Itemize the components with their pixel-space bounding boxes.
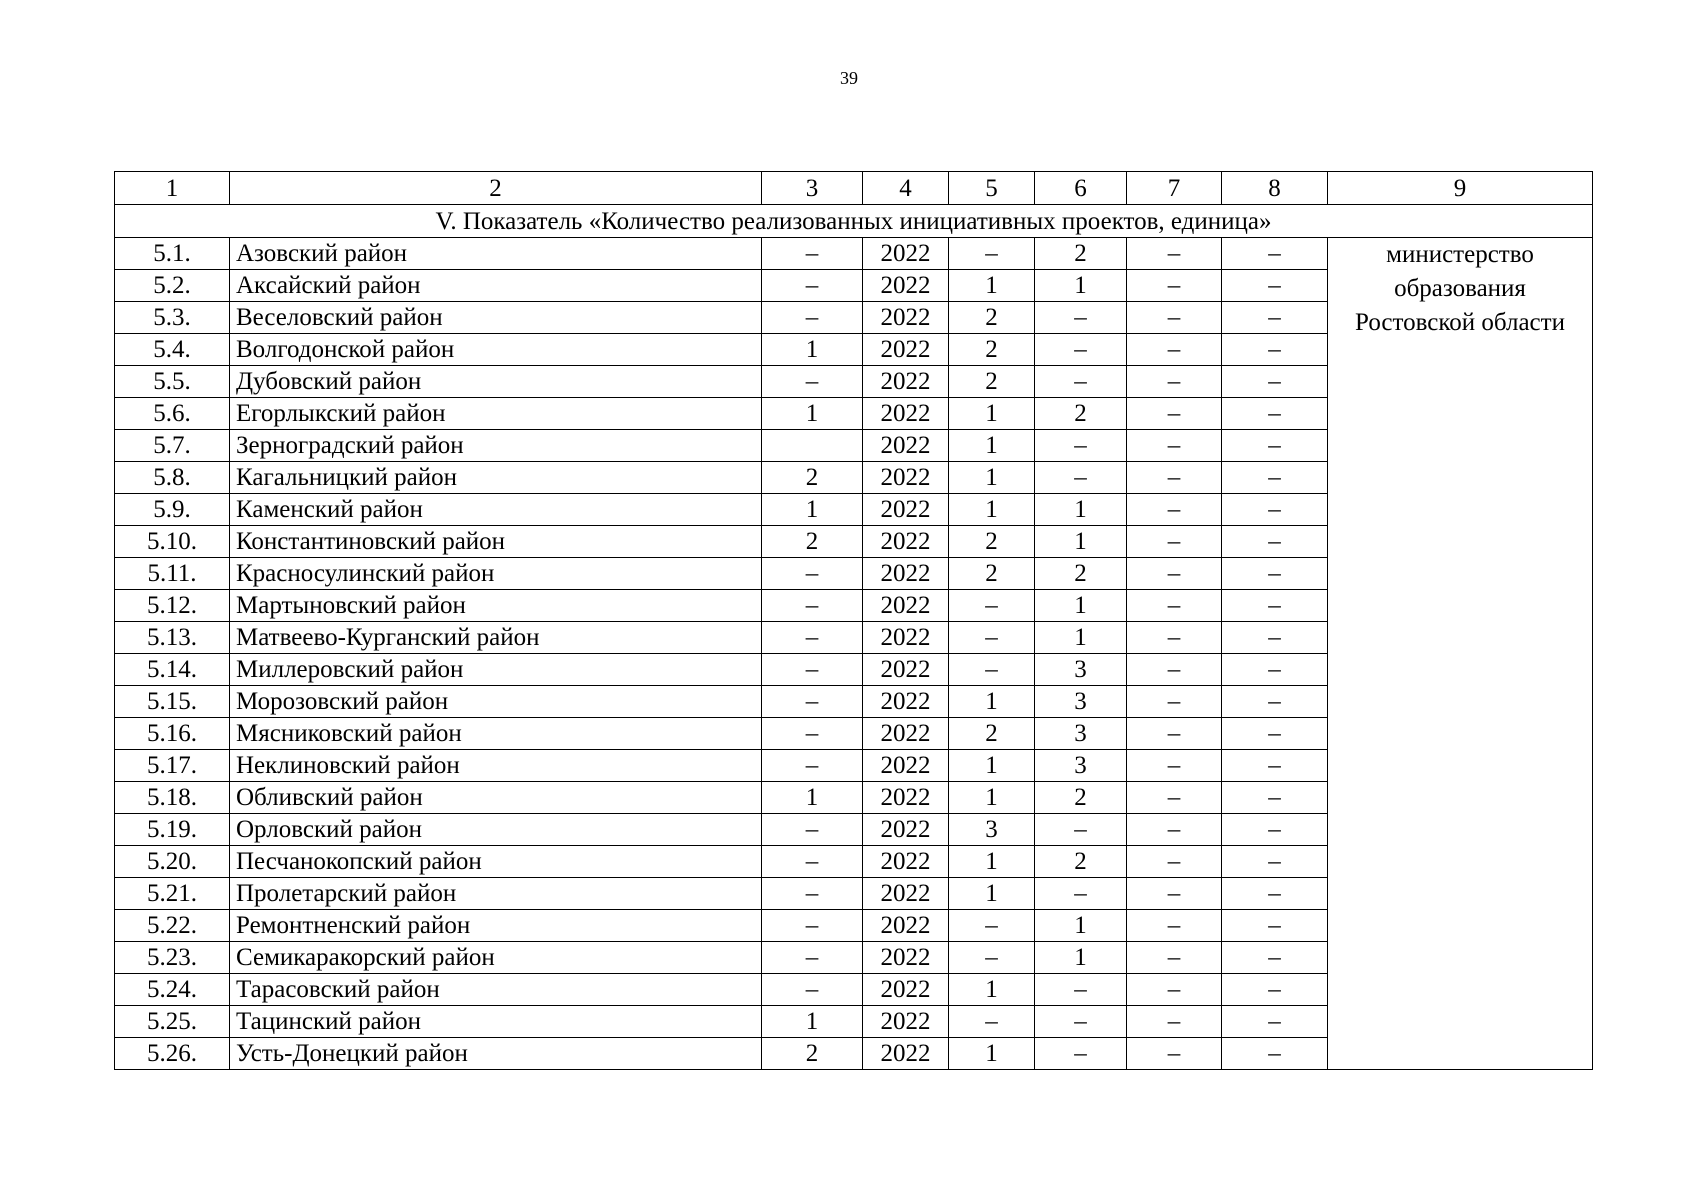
cell-col8: – [1222, 686, 1328, 718]
cell-col6: 1 [1035, 942, 1127, 974]
cell-col8: – [1222, 430, 1328, 462]
cell-col6: 3 [1035, 686, 1127, 718]
cell-col3: 1 [762, 398, 863, 430]
cell-year: 2022 [863, 846, 949, 878]
district-name: Веселовский район [230, 302, 762, 334]
cell-col5: 3 [949, 814, 1035, 846]
cell-year: 2022 [863, 622, 949, 654]
cell-col7: – [1127, 846, 1222, 878]
cell-col5: – [949, 622, 1035, 654]
cell-col8: – [1222, 462, 1328, 494]
district-name: Азовский район [230, 238, 762, 270]
row-number: 5.19. [115, 814, 230, 846]
cell-col5: 2 [949, 302, 1035, 334]
cell-col7: – [1127, 910, 1222, 942]
cell-col5: 1 [949, 494, 1035, 526]
row-number: 5.16. [115, 718, 230, 750]
cell-col3: – [762, 878, 863, 910]
district-name: Мясниковский район [230, 718, 762, 750]
district-name: Мартыновский район [230, 590, 762, 622]
cell-year: 2022 [863, 942, 949, 974]
district-name: Аксайский район [230, 270, 762, 302]
district-name: Дубовский район [230, 366, 762, 398]
cell-year: 2022 [863, 270, 949, 302]
row-number: 5.25. [115, 1006, 230, 1038]
cell-col6: – [1035, 302, 1127, 334]
cell-year: 2022 [863, 462, 949, 494]
cell-col3: 1 [762, 494, 863, 526]
row-number: 5.17. [115, 750, 230, 782]
cell-col5: 1 [949, 462, 1035, 494]
cell-col6: 2 [1035, 558, 1127, 590]
cell-col8: – [1222, 622, 1328, 654]
cell-col8: – [1222, 1006, 1328, 1038]
indicator-table [114, 171, 1593, 1070]
cell-col8: – [1222, 814, 1328, 846]
cell-col5: 2 [949, 718, 1035, 750]
cell-col3: – [762, 366, 863, 398]
cell-col6: 1 [1035, 526, 1127, 558]
cell-col6: 1 [1035, 270, 1127, 302]
cell-col5: – [949, 1006, 1035, 1038]
cell-col7: – [1127, 270, 1222, 302]
cell-col6: 2 [1035, 238, 1127, 270]
cell-col7: – [1127, 942, 1222, 974]
district-name: Усть-Донецкий район [230, 1038, 762, 1070]
cell-col6: – [1035, 430, 1127, 462]
cell-col5: 2 [949, 366, 1035, 398]
cell-col8: – [1222, 302, 1328, 334]
responsible-body-line: Ростовской области [1355, 309, 1565, 336]
cell-year: 2022 [863, 366, 949, 398]
cell-col3: 1 [762, 782, 863, 814]
cell-year: 2022 [863, 686, 949, 718]
cell-col3: – [762, 270, 863, 302]
cell-col3: – [762, 558, 863, 590]
cell-col3 [762, 430, 863, 462]
row-number: 5.10. [115, 526, 230, 558]
cell-col8: – [1222, 558, 1328, 590]
column-header: 4 [863, 172, 949, 205]
row-number: 5.26. [115, 1038, 230, 1070]
cell-year: 2022 [863, 782, 949, 814]
row-number: 5.20. [115, 846, 230, 878]
column-header: 1 [115, 172, 230, 205]
cell-col7: – [1127, 750, 1222, 782]
cell-year: 2022 [863, 302, 949, 334]
cell-year: 2022 [863, 814, 949, 846]
cell-col7: – [1127, 654, 1222, 686]
cell-col5: – [949, 590, 1035, 622]
cell-col8: – [1222, 494, 1328, 526]
cell-col6: – [1035, 974, 1127, 1006]
cell-col7: – [1127, 366, 1222, 398]
cell-year: 2022 [863, 334, 949, 366]
cell-col7: – [1127, 590, 1222, 622]
cell-col6: – [1035, 1006, 1127, 1038]
district-name: Тацинский район [230, 1006, 762, 1038]
cell-col7: – [1127, 334, 1222, 366]
page-number: 39 [840, 68, 858, 88]
row-number: 5.5. [115, 366, 230, 398]
cell-col5: – [949, 942, 1035, 974]
cell-col7: – [1127, 526, 1222, 558]
row-number: 5.6. [115, 398, 230, 430]
row-number: 5.14. [115, 654, 230, 686]
cell-col5: 1 [949, 974, 1035, 1006]
cell-col7: – [1127, 302, 1222, 334]
cell-col5: 1 [949, 878, 1035, 910]
row-number: 5.15. [115, 686, 230, 718]
row-number: 5.13. [115, 622, 230, 654]
district-name: Каменский район [230, 494, 762, 526]
cell-year: 2022 [863, 1038, 949, 1070]
cell-col8: – [1222, 750, 1328, 782]
cell-col3: 1 [762, 1006, 863, 1038]
cell-col8: – [1222, 718, 1328, 750]
column-number-row [115, 172, 1593, 205]
cell-col8: – [1222, 334, 1328, 366]
district-name: Орловский район [230, 814, 762, 846]
row-number: 5.23. [115, 942, 230, 974]
district-name: Морозовский район [230, 686, 762, 718]
cell-col7: – [1127, 1006, 1222, 1038]
district-name: Неклиновский район [230, 750, 762, 782]
cell-col5: 1 [949, 1038, 1035, 1070]
cell-col5: – [949, 910, 1035, 942]
cell-col8: – [1222, 942, 1328, 974]
cell-col6: – [1035, 814, 1127, 846]
row-number: 5.9. [115, 494, 230, 526]
cell-col7: – [1127, 430, 1222, 462]
row-number: 5.1. [115, 238, 230, 270]
district-name: Константиновский район [230, 526, 762, 558]
responsible-body-line: министерство [1386, 241, 1534, 268]
column-header: 8 [1222, 172, 1328, 205]
cell-col3: – [762, 750, 863, 782]
district-name: Волгодонской район [230, 334, 762, 366]
cell-col8: – [1222, 878, 1328, 910]
cell-col6: 1 [1035, 910, 1127, 942]
district-name: Семикаракорский район [230, 942, 762, 974]
row-number: 5.7. [115, 430, 230, 462]
column-header: 6 [1035, 172, 1127, 205]
cell-year: 2022 [863, 590, 949, 622]
cell-col7: – [1127, 558, 1222, 590]
column-header: 3 [762, 172, 863, 205]
cell-col6: 3 [1035, 654, 1127, 686]
cell-col7: – [1127, 462, 1222, 494]
cell-col8: – [1222, 654, 1328, 686]
cell-col3: – [762, 238, 863, 270]
cell-year: 2022 [863, 238, 949, 270]
cell-col3: – [762, 622, 863, 654]
cell-col6: – [1035, 462, 1127, 494]
row-number: 5.11. [115, 558, 230, 590]
cell-col3: 1 [762, 334, 863, 366]
section-title: V. Показатель «Количество реализованных инициативных проектов, единица» [115, 205, 1593, 238]
cell-col8: – [1222, 238, 1328, 270]
cell-col7: – [1127, 974, 1222, 1006]
cell-col3: – [762, 942, 863, 974]
district-name: Егорлыкский район [230, 398, 762, 430]
cell-col8: – [1222, 910, 1328, 942]
district-name: Пролетарский район [230, 878, 762, 910]
cell-col5: – [949, 238, 1035, 270]
row-number: 5.4. [115, 334, 230, 366]
district-name: Ремонтненский район [230, 910, 762, 942]
cell-col7: – [1127, 686, 1222, 718]
cell-col5: 1 [949, 750, 1035, 782]
column-header: 7 [1127, 172, 1222, 205]
row-number: 5.12. [115, 590, 230, 622]
cell-year: 2022 [863, 750, 949, 782]
cell-col7: – [1127, 878, 1222, 910]
column-header: 5 [949, 172, 1035, 205]
cell-col6: – [1035, 334, 1127, 366]
cell-col6: 1 [1035, 494, 1127, 526]
column-header: 9 [1328, 172, 1593, 205]
cell-col5: 1 [949, 782, 1035, 814]
responsible-body-line: образования [1394, 275, 1526, 302]
cell-year: 2022 [863, 718, 949, 750]
district-name: Матвеево-Курганский район [230, 622, 762, 654]
cell-col7: – [1127, 622, 1222, 654]
cell-col5: 2 [949, 526, 1035, 558]
row-number: 5.2. [115, 270, 230, 302]
row-number: 5.22. [115, 910, 230, 942]
row-number: 5.24. [115, 974, 230, 1006]
cell-col5: 2 [949, 558, 1035, 590]
table-row [115, 238, 1593, 270]
cell-col5: – [949, 654, 1035, 686]
cell-year: 2022 [863, 974, 949, 1006]
cell-col3: – [762, 302, 863, 334]
cell-col3: 2 [762, 462, 863, 494]
column-header: 2 [230, 172, 762, 205]
cell-col6: – [1035, 878, 1127, 910]
cell-col3: – [762, 718, 863, 750]
district-name: Песчанокопский район [230, 846, 762, 878]
cell-col7: – [1127, 398, 1222, 430]
district-name: Кагальницкий район [230, 462, 762, 494]
cell-year: 2022 [863, 494, 949, 526]
cell-col3: 2 [762, 1038, 863, 1070]
cell-col8: – [1222, 782, 1328, 814]
cell-col8: – [1222, 366, 1328, 398]
cell-col6: – [1035, 1038, 1127, 1070]
cell-col7: – [1127, 718, 1222, 750]
district-name: Зерноградский район [230, 430, 762, 462]
section-title-row [115, 205, 1593, 238]
cell-year: 2022 [863, 558, 949, 590]
responsible-body-cell [1328, 238, 1593, 1070]
district-name: Тарасовский район [230, 974, 762, 1006]
cell-col6: 2 [1035, 782, 1127, 814]
cell-year: 2022 [863, 398, 949, 430]
cell-col3: – [762, 910, 863, 942]
cell-col8: – [1222, 270, 1328, 302]
cell-year: 2022 [863, 1006, 949, 1038]
cell-year: 2022 [863, 654, 949, 686]
cell-col3: – [762, 686, 863, 718]
cell-col6: 1 [1035, 622, 1127, 654]
cell-col6: 2 [1035, 846, 1127, 878]
cell-col6: – [1035, 366, 1127, 398]
cell-col3: 2 [762, 526, 863, 558]
cell-col5: 1 [949, 270, 1035, 302]
cell-col7: – [1127, 1038, 1222, 1070]
row-number: 5.3. [115, 302, 230, 334]
cell-col5: 1 [949, 398, 1035, 430]
cell-year: 2022 [863, 910, 949, 942]
cell-col7: – [1127, 814, 1222, 846]
district-name: Красносулинский район [230, 558, 762, 590]
cell-col7: – [1127, 494, 1222, 526]
row-number: 5.21. [115, 878, 230, 910]
cell-col8: – [1222, 974, 1328, 1006]
cell-col6: 1 [1035, 590, 1127, 622]
cell-col5: 2 [949, 334, 1035, 366]
cell-col3: – [762, 974, 863, 1006]
cell-col3: – [762, 846, 863, 878]
cell-col8: – [1222, 398, 1328, 430]
cell-year: 2022 [863, 878, 949, 910]
cell-col8: – [1222, 590, 1328, 622]
cell-col8: – [1222, 1038, 1328, 1070]
cell-year: 2022 [863, 430, 949, 462]
cell-col5: 1 [949, 686, 1035, 718]
row-number: 5.18. [115, 782, 230, 814]
cell-year: 2022 [863, 526, 949, 558]
cell-col6: 3 [1035, 750, 1127, 782]
cell-col7: – [1127, 782, 1222, 814]
cell-col6: 2 [1035, 398, 1127, 430]
cell-col3: – [762, 654, 863, 686]
district-name: Миллеровский район [230, 654, 762, 686]
cell-col5: 1 [949, 846, 1035, 878]
cell-col6: 3 [1035, 718, 1127, 750]
cell-col5: 1 [949, 430, 1035, 462]
cell-col8: – [1222, 846, 1328, 878]
district-name: Обливский район [230, 782, 762, 814]
cell-col8: – [1222, 526, 1328, 558]
row-number: 5.8. [115, 462, 230, 494]
cell-col3: – [762, 590, 863, 622]
cell-col7: – [1127, 238, 1222, 270]
cell-col3: – [762, 814, 863, 846]
